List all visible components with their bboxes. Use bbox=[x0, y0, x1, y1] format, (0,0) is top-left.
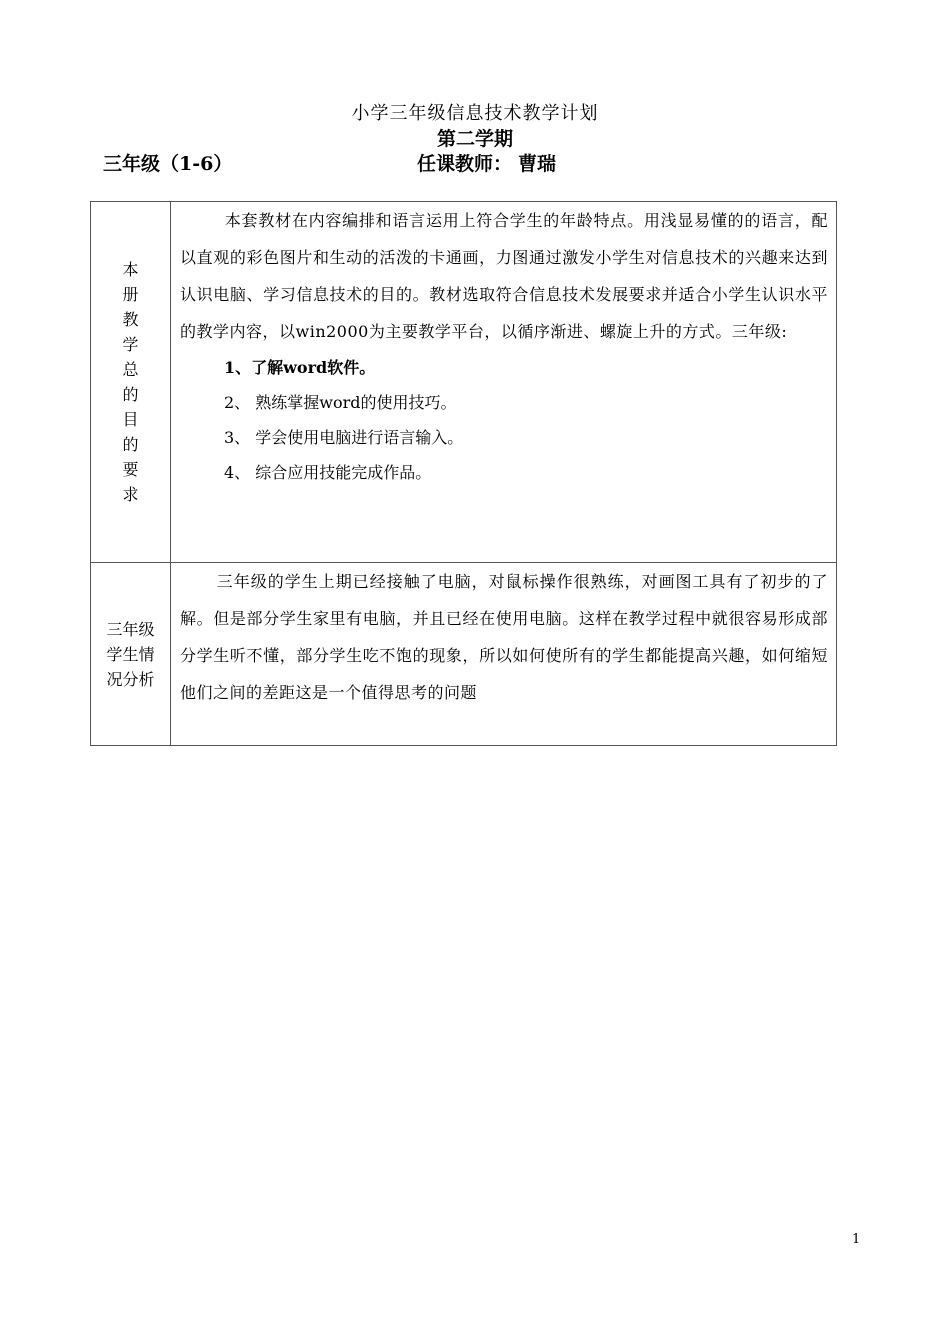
list-item: 4、 综合应用技能完成作品。 bbox=[224, 463, 432, 482]
row-label-analysis bbox=[91, 563, 171, 746]
label-char: 总 bbox=[122, 360, 139, 379]
label-char: 学 bbox=[122, 335, 139, 354]
document-title: 小学三年级信息技术教学计划 bbox=[351, 103, 599, 124]
list-item: 1、了解word软件。 bbox=[224, 358, 376, 377]
table-row bbox=[91, 202, 837, 563]
table-row bbox=[91, 563, 837, 746]
label-line: 三年级 bbox=[106, 619, 155, 639]
semester-subtitle: 第二学期 bbox=[436, 128, 513, 150]
label-char: 教 bbox=[122, 310, 139, 329]
label-line: 学生情 bbox=[106, 644, 155, 664]
label-char: 要 bbox=[122, 460, 139, 479]
label-char: 本 bbox=[122, 260, 139, 279]
analysis-paragraph: 三年级的学生上期已经接触了电脑，对鼠标操作很熟练，对画图工具有了初步的了解。但是部分学生家里有电脑，并且已经在使用电脑。这样在教学过程中就很容易形成部分学生听不懂，部分学生吃不饱的现象，所以如何使所有的学生都能提高兴趣，如何缩短他们之间的差距这是一个值得思考的问题 bbox=[180, 572, 828, 702]
label-char: 的 bbox=[122, 435, 139, 454]
label-char: 求 bbox=[122, 485, 139, 504]
teacher-line bbox=[417, 151, 556, 177]
row-label-goals bbox=[91, 202, 171, 563]
label-char: 目 bbox=[122, 410, 139, 429]
grade-label: 三年级（1-6） bbox=[103, 153, 233, 175]
label-char: 的 bbox=[122, 385, 139, 404]
teacher-label: 任课教师： bbox=[417, 153, 513, 175]
teacher-name: 曹瑞 bbox=[518, 153, 557, 175]
plan-table bbox=[90, 201, 837, 746]
label-line: 况分析 bbox=[106, 669, 155, 689]
goals-content bbox=[171, 202, 837, 563]
goals-paragraph: 本套教材在内容编排和语言运用上符合学生的年龄特点。用浅显易懂的的语言，配以直观的彩色图片和生动的活泼的卡通画，力图通过激发小学生对信息技术的兴趣来达到认识电脑、学习信息技术的目的。教材选取符合信息技术发展要求并适合小学生认识水平的教学内容，以win2000为主要教学平台，以循序渐进、螺旋上升的方式。三年级: bbox=[180, 211, 828, 341]
list-item: 2、 熟练掌握word的使用技巧。 bbox=[224, 393, 457, 412]
list-item: 3、 学会使用电脑进行语言输入。 bbox=[224, 428, 464, 447]
analysis-content bbox=[171, 563, 837, 746]
page-number: 1 bbox=[852, 1232, 861, 1247]
label-char: 册 bbox=[122, 285, 139, 304]
